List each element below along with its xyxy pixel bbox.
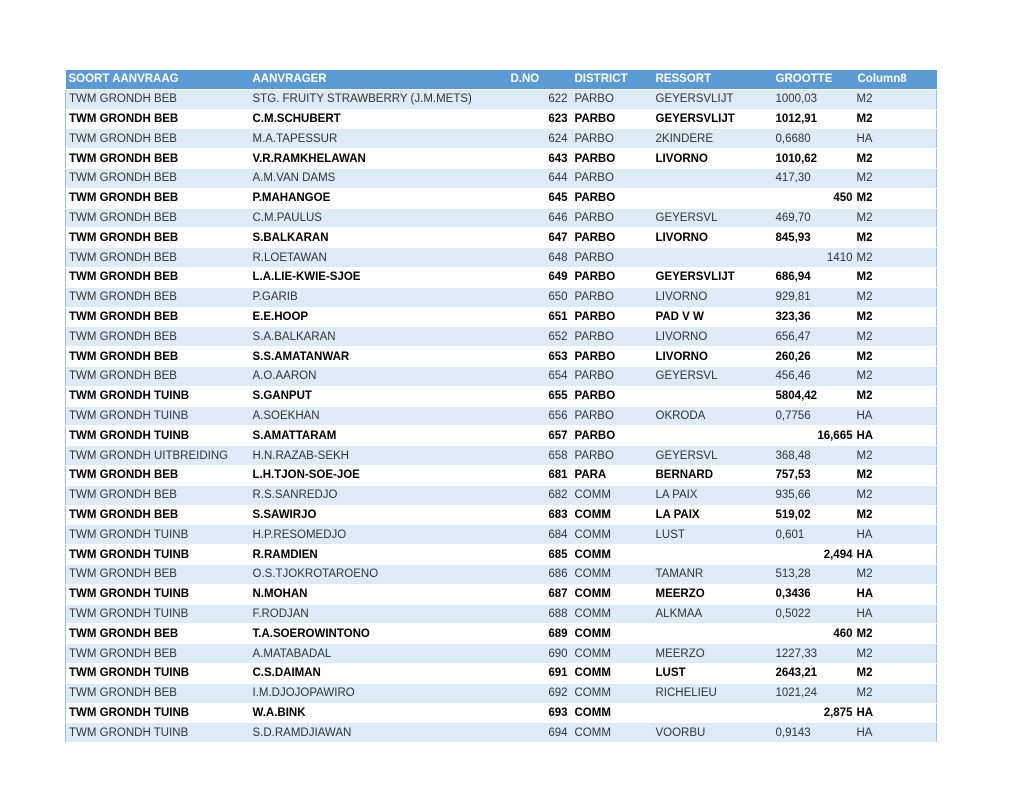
cell-grootte[interactable]: 16,665 [653, 426, 855, 446]
cell-unit[interactable]: M2 [855, 89, 937, 109]
cell-dno[interactable]: 684 [508, 525, 572, 545]
table-row[interactable] [66, 188, 937, 208]
cell-soort-aanvraag[interactable]: TWM GRONDH BEB [66, 644, 250, 664]
cell-unit[interactable]: M2 [855, 188, 937, 208]
cell-soort-aanvraag[interactable]: TWM GRONDH BEB [66, 624, 250, 644]
cell-aanvrager[interactable]: S.D.RAMDJIAWAN [250, 723, 508, 743]
cell-soort-aanvraag[interactable]: TWM GRONDH BEB [66, 149, 250, 169]
cell-unit[interactable]: M2 [855, 386, 937, 406]
cell-district[interactable]: COMM [572, 644, 653, 664]
cell-soort-aanvraag[interactable]: TWM GRONDH TUINB [66, 584, 250, 604]
cell-dno[interactable]: 645 [508, 188, 572, 208]
cell-unit[interactable]: HA [855, 584, 937, 604]
cell-soort-aanvraag[interactable]: TWM GRONDH TUINB [66, 545, 250, 565]
cell-grootte[interactable]: 1021,24 [773, 683, 855, 703]
table-row[interactable] [66, 149, 937, 169]
header-ressort[interactable]: RESSORT [653, 70, 773, 89]
cell-aanvrager[interactable]: P.GARIB [250, 287, 508, 307]
cell-ressort[interactable]: GEYERSVLIJT [653, 109, 773, 129]
cell-district[interactable]: PARBO [572, 228, 653, 248]
cell-soort-aanvraag[interactable]: TWM GRONDH BEB [66, 564, 250, 584]
cell-dno[interactable]: 692 [508, 683, 572, 703]
cell-ressort[interactable]: ALKMAA [653, 604, 773, 624]
table-row[interactable] [66, 307, 937, 327]
cell-ressort[interactable]: BERNARD [653, 465, 773, 485]
cell-aanvrager[interactable]: H.P.RESOMEDJO [250, 525, 508, 545]
cell-aanvrager[interactable]: R.S.SANREDJO [250, 485, 508, 505]
cell-district[interactable]: PARBO [572, 248, 653, 268]
cell-aanvrager[interactable]: S.S.AMATANWAR [250, 347, 508, 367]
cell-grootte[interactable]: 513,28 [773, 564, 855, 584]
cell-dno[interactable]: 622 [508, 89, 572, 109]
cell-district[interactable]: PARBO [572, 386, 653, 406]
cell-aanvrager[interactable]: A.SOEKHAN [250, 406, 508, 426]
cell-dno[interactable]: 649 [508, 267, 572, 287]
cell-dno[interactable]: 686 [508, 564, 572, 584]
cell-soort-aanvraag[interactable]: TWM GRONDH BEB [66, 228, 250, 248]
cell-dno[interactable]: 650 [508, 287, 572, 307]
cell-district[interactable]: COMM [572, 624, 653, 644]
cell-aanvrager[interactable]: STG. FRUITY STRAWBERRY (J.M.METS) [250, 89, 508, 109]
cell-ressort[interactable]: GEYERSVL [653, 208, 773, 228]
header-district[interactable]: DISTRICT [572, 70, 653, 89]
cell-soort-aanvraag[interactable]: TWM GRONDH BEB [66, 505, 250, 525]
table-row[interactable] [66, 366, 937, 386]
cell-dno[interactable]: 648 [508, 248, 572, 268]
cell-unit[interactable]: M2 [855, 347, 937, 367]
table-row[interactable] [66, 248, 937, 268]
cell-dno[interactable]: 685 [508, 545, 572, 565]
table-row[interactable] [66, 89, 937, 109]
table-row[interactable] [66, 386, 937, 406]
cell-dno[interactable]: 683 [508, 505, 572, 525]
cell-aanvrager[interactable]: S.SAWIRJO [250, 505, 508, 525]
cell-unit[interactable]: M2 [855, 248, 937, 268]
cell-unit[interactable]: M2 [855, 149, 937, 169]
table-row[interactable] [66, 327, 937, 347]
cell-aanvrager[interactable]: A.O.AARON [250, 366, 508, 386]
cell-district[interactable]: COMM [572, 604, 653, 624]
cell-district[interactable]: PARBO [572, 129, 653, 149]
cell-unit[interactable]: M2 [855, 564, 937, 584]
cell-dno[interactable]: 689 [508, 624, 572, 644]
cell-district[interactable]: COMM [572, 723, 653, 743]
cell-unit[interactable]: HA [855, 545, 937, 565]
cell-grootte[interactable]: 2643,21 [773, 663, 855, 683]
table-row[interactable] [66, 406, 937, 426]
cell-district[interactable]: PARBO [572, 446, 653, 466]
cell-aanvrager[interactable]: C.S.DAIMAN [250, 663, 508, 683]
cell-unit[interactable]: M2 [855, 109, 937, 129]
table-row[interactable] [66, 624, 937, 644]
cell-soort-aanvraag[interactable]: TWM GRONDH TUINB [66, 703, 250, 723]
table-row[interactable] [66, 485, 937, 505]
cell-district[interactable]: PARBO [572, 426, 653, 446]
cell-grootte[interactable]: 469,70 [773, 208, 855, 228]
cell-soort-aanvraag[interactable]: TWM GRONDH BEB [66, 248, 250, 268]
cell-grootte[interactable]: 929,81 [773, 287, 855, 307]
cell-grootte[interactable]: 1000,03 [773, 89, 855, 109]
cell-soort-aanvraag[interactable]: TWM GRONDH BEB [66, 267, 250, 287]
header-dno[interactable]: D.NO [508, 70, 572, 89]
cell-dno[interactable]: 693 [508, 703, 572, 723]
cell-dno[interactable]: 643 [508, 149, 572, 169]
cell-grootte[interactable]: 519,02 [773, 505, 855, 525]
cell-ressort[interactable]: PAD V W [653, 307, 773, 327]
cell-grootte[interactable]: 757,53 [773, 465, 855, 485]
cell-unit[interactable]: M2 [855, 228, 937, 248]
cell-grootte[interactable]: 686,94 [773, 267, 855, 287]
cell-aanvrager[interactable]: O.S.TJOKROTAROENO [250, 564, 508, 584]
cell-ressort[interactable]: LIVORNO [653, 228, 773, 248]
cell-grootte[interactable]: 1410 [653, 248, 855, 268]
land-application-table [65, 70, 937, 743]
table-row[interactable] [66, 426, 937, 446]
cell-district[interactable]: PARBO [572, 188, 653, 208]
cell-soort-aanvraag[interactable]: TWM GRONDH UITBREIDING [66, 446, 250, 466]
cell-ressort[interactable]: LIVORNO [653, 347, 773, 367]
cell-aanvrager[interactable]: L.A.LIE-KWIE-SJOE [250, 267, 508, 287]
cell-unit[interactable]: M2 [855, 366, 937, 386]
header-soort-aanvraag[interactable]: SOORT AANVRAAG [66, 70, 250, 89]
table-row[interactable] [66, 683, 937, 703]
cell-soort-aanvraag[interactable]: TWM GRONDH TUINB [66, 426, 250, 446]
cell-grootte[interactable]: 0,601 [773, 525, 855, 545]
cell-district[interactable]: PARBO [572, 89, 653, 109]
cell-grootte[interactable]: 456,46 [773, 366, 855, 386]
cell-ressort[interactable]: LA PAIX [653, 485, 773, 505]
cell-unit[interactable]: M2 [855, 485, 937, 505]
cell-dno[interactable]: 682 [508, 485, 572, 505]
cell-soort-aanvraag[interactable]: TWM GRONDH BEB [66, 287, 250, 307]
cell-ressort[interactable]: LIVORNO [653, 287, 773, 307]
cell-dno[interactable]: 657 [508, 426, 572, 446]
cell-dno[interactable]: 690 [508, 644, 572, 664]
cell-aanvrager[interactable]: P.MAHANGOE [250, 188, 508, 208]
cell-ressort[interactable]: GEYERSVLIJT [653, 89, 773, 109]
cell-grootte[interactable]: 0,9143 [773, 723, 855, 743]
cell-district[interactable]: COMM [572, 703, 653, 723]
cell-grootte[interactable]: 1010,62 [773, 149, 855, 169]
cell-aanvrager[interactable]: T.A.SOEROWINTONO [250, 624, 508, 644]
cell-unit[interactable]: M2 [855, 327, 937, 347]
cell-grootte[interactable]: 0,3436 [773, 584, 855, 604]
cell-soort-aanvraag[interactable]: TWM GRONDH BEB [66, 89, 250, 109]
table-row[interactable] [66, 545, 937, 565]
cell-district[interactable]: PARBO [572, 267, 653, 287]
cell-aanvrager[interactable]: L.H.TJON-SOE-JOE [250, 465, 508, 485]
cell-dno[interactable]: 647 [508, 228, 572, 248]
cell-soort-aanvraag[interactable]: TWM GRONDH TUINB [66, 663, 250, 683]
cell-unit[interactable]: M2 [855, 644, 937, 664]
cell-aanvrager[interactable]: S.A.BALKARAN [250, 327, 508, 347]
cell-district[interactable]: COMM [572, 505, 653, 525]
cell-dno[interactable]: 653 [508, 347, 572, 367]
cell-dno[interactable]: 655 [508, 386, 572, 406]
cell-soort-aanvraag[interactable]: TWM GRONDH BEB [66, 366, 250, 386]
cell-district[interactable]: COMM [572, 564, 653, 584]
table-row[interactable] [66, 228, 937, 248]
cell-unit[interactable]: M2 [855, 465, 937, 485]
cell-dno[interactable]: 658 [508, 446, 572, 466]
cell-dno[interactable]: 656 [508, 406, 572, 426]
cell-soort-aanvraag[interactable]: TWM GRONDH TUINB [66, 386, 250, 406]
cell-aanvrager[interactable]: A.MATABADAL [250, 644, 508, 664]
cell-aanvrager[interactable]: R.RAMDIEN [250, 545, 508, 565]
cell-unit[interactable]: M2 [855, 505, 937, 525]
cell-district[interactable]: COMM [572, 525, 653, 545]
cell-district[interactable]: COMM [572, 683, 653, 703]
cell-unit[interactable]: M2 [855, 168, 937, 188]
table-row[interactable] [66, 129, 937, 149]
cell-soort-aanvraag[interactable]: TWM GRONDH TUINB [66, 604, 250, 624]
table-row[interactable] [66, 525, 937, 545]
cell-ressort[interactable]: MEERZO [653, 644, 773, 664]
cell-aanvrager[interactable]: H.N.RAZAB-SEKH [250, 446, 508, 466]
cell-ressort[interactable]: MEERZO [653, 584, 773, 604]
cell-unit[interactable]: HA [855, 426, 937, 446]
table-row[interactable] [66, 168, 937, 188]
cell-dno[interactable]: 694 [508, 723, 572, 743]
cell-aanvrager[interactable]: C.M.PAULUS [250, 208, 508, 228]
cell-ressort[interactable]: TAMANR [653, 564, 773, 584]
cell-soort-aanvraag[interactable]: TWM GRONDH TUINB [66, 525, 250, 545]
table-row[interactable] [66, 663, 937, 683]
cell-soort-aanvraag[interactable]: TWM GRONDH TUINB [66, 406, 250, 426]
cell-unit[interactable]: HA [855, 406, 937, 426]
cell-district[interactable]: PARBO [572, 347, 653, 367]
cell-ressort[interactable]: VOORBU [653, 723, 773, 743]
cell-grootte[interactable]: 656,47 [773, 327, 855, 347]
cell-district[interactable]: PARBO [572, 406, 653, 426]
cell-soort-aanvraag[interactable]: TWM GRONDH BEB [66, 208, 250, 228]
cell-ressort[interactable]: OKRODA [653, 406, 773, 426]
cell-district[interactable]: COMM [572, 545, 653, 565]
cell-ressort[interactable]: LIVORNO [653, 327, 773, 347]
cell-grootte[interactable]: 460 [653, 624, 855, 644]
cell-unit[interactable]: HA [855, 129, 937, 149]
table-body [66, 89, 937, 742]
cell-unit[interactable]: M2 [855, 267, 937, 287]
cell-ressort[interactable]: LA PAIX [653, 505, 773, 525]
table-row[interactable] [66, 208, 937, 228]
cell-aanvrager[interactable]: I.M.DJOJOPAWIRO [250, 683, 508, 703]
cell-soort-aanvraag[interactable]: TWM GRONDH BEB [66, 327, 250, 347]
cell-aanvrager[interactable]: W.A.BINK [250, 703, 508, 723]
cell-soort-aanvraag[interactable]: TWM GRONDH BEB [66, 307, 250, 327]
cell-grootte[interactable]: 2,494 [653, 545, 855, 565]
cell-aanvrager[interactable]: S.BALKARAN [250, 228, 508, 248]
cell-dno[interactable]: 687 [508, 584, 572, 604]
header-row [66, 70, 937, 89]
cell-unit[interactable]: M2 [855, 307, 937, 327]
table-row[interactable] [66, 584, 937, 604]
cell-dno[interactable]: 681 [508, 465, 572, 485]
cell-ressort[interactable]: GEYERSVL [653, 366, 773, 386]
cell-aanvrager[interactable]: N.MOHAN [250, 584, 508, 604]
cell-grootte[interactable]: 935,66 [773, 485, 855, 505]
cell-unit[interactable]: M2 [855, 683, 937, 703]
cell-aanvrager[interactable]: M.A.TAPESSUR [250, 129, 508, 149]
cell-district[interactable]: PARBO [572, 366, 653, 386]
cell-soort-aanvraag[interactable]: TWM GRONDH BEB [66, 168, 250, 188]
cell-aanvrager[interactable]: E.E.HOOP [250, 307, 508, 327]
table-row[interactable] [66, 505, 937, 525]
table-row[interactable] [66, 347, 937, 367]
cell-district[interactable]: PARBO [572, 287, 653, 307]
cell-district[interactable]: PARBO [572, 307, 653, 327]
cell-unit[interactable]: M2 [855, 624, 937, 644]
cell-district[interactable]: COMM [572, 485, 653, 505]
table-row[interactable] [66, 446, 937, 466]
cell-dno[interactable]: 654 [508, 366, 572, 386]
cell-grootte[interactable]: 1012,91 [773, 109, 855, 129]
cell-ressort[interactable] [653, 168, 773, 188]
cell-soort-aanvraag[interactable]: TWM GRONDH BEB [66, 188, 250, 208]
cell-ressort[interactable]: RICHELIEU [653, 683, 773, 703]
cell-dno[interactable]: 651 [508, 307, 572, 327]
cell-grootte[interactable]: 323,36 [773, 307, 855, 327]
header-column8[interactable]: Column8 [855, 70, 937, 89]
table-row[interactable] [66, 267, 937, 287]
cell-grootte[interactable]: 845,93 [773, 228, 855, 248]
cell-district[interactable]: PARBO [572, 149, 653, 169]
cell-aanvrager[interactable]: A.M.VAN DAMS [250, 168, 508, 188]
cell-ressort[interactable]: LUST [653, 525, 773, 545]
table-row[interactable] [66, 564, 937, 584]
cell-grootte[interactable]: 5804,42 [773, 386, 855, 406]
table-row[interactable] [66, 465, 937, 485]
cell-ressort[interactable]: GEYERSVLIJT [653, 267, 773, 287]
cell-grootte[interactable]: 2,875 [653, 703, 855, 723]
cell-soort-aanvraag[interactable]: TWM GRONDH BEB [66, 129, 250, 149]
cell-dno[interactable]: 688 [508, 604, 572, 624]
cell-grootte[interactable]: 450 [653, 188, 855, 208]
cell-dno[interactable]: 623 [508, 109, 572, 129]
cell-grootte[interactable]: 0,6680 [773, 129, 855, 149]
table-row[interactable] [66, 703, 937, 723]
cell-soort-aanvraag[interactable]: TWM GRONDH BEB [66, 485, 250, 505]
cell-aanvrager[interactable]: S.AMATTARAM [250, 426, 508, 446]
table-row[interactable] [66, 723, 937, 743]
cell-grootte[interactable]: 1227,33 [773, 644, 855, 664]
cell-grootte[interactable]: 417,30 [773, 168, 855, 188]
cell-unit[interactable]: HA [855, 525, 937, 545]
cell-ressort[interactable]: LUST [653, 663, 773, 683]
cell-dno[interactable]: 652 [508, 327, 572, 347]
cell-soort-aanvraag[interactable]: TWM GRONDH BEB [66, 683, 250, 703]
table-row[interactable] [66, 604, 937, 624]
header-aanvrager[interactable]: AANVRAGER [250, 70, 508, 89]
cell-ressort[interactable] [653, 386, 773, 406]
cell-unit[interactable]: HA [855, 723, 937, 743]
cell-dno[interactable]: 646 [508, 208, 572, 228]
cell-unit[interactable]: M2 [855, 287, 937, 307]
cell-district[interactable]: PARA [572, 465, 653, 485]
cell-soort-aanvraag[interactable]: TWM GRONDH TUINB [66, 723, 250, 743]
table-row[interactable] [66, 109, 937, 129]
cell-grootte[interactable]: 0,7756 [773, 406, 855, 426]
cell-dno[interactable]: 644 [508, 168, 572, 188]
cell-grootte[interactable]: 260,26 [773, 347, 855, 367]
cell-unit[interactable]: HA [855, 703, 937, 723]
cell-unit[interactable]: HA [855, 604, 937, 624]
cell-district[interactable]: COMM [572, 663, 653, 683]
cell-dno[interactable]: 691 [508, 663, 572, 683]
cell-ressort[interactable]: 2KINDERE [653, 129, 773, 149]
table-row[interactable] [66, 287, 937, 307]
cell-aanvrager[interactable]: C.M.SCHUBERT [250, 109, 508, 129]
cell-aanvrager[interactable]: S.GANPUT [250, 386, 508, 406]
cell-district[interactable]: COMM [572, 584, 653, 604]
cell-ressort[interactable]: GEYERSVL [653, 446, 773, 466]
cell-aanvrager[interactable]: R.LOETAWAN [250, 248, 508, 268]
header-grootte[interactable]: GROOTTE [773, 70, 855, 89]
cell-grootte[interactable]: 368,48 [773, 446, 855, 466]
cell-district[interactable]: PARBO [572, 208, 653, 228]
cell-unit[interactable]: M2 [855, 208, 937, 228]
cell-soort-aanvraag[interactable]: TWM GRONDH BEB [66, 347, 250, 367]
cell-unit[interactable]: M2 [855, 663, 937, 683]
cell-aanvrager[interactable]: V.R.RAMKHELAWAN [250, 149, 508, 169]
cell-dno[interactable]: 624 [508, 129, 572, 149]
cell-district[interactable]: PARBO [572, 327, 653, 347]
cell-ressort[interactable]: LIVORNO [653, 149, 773, 169]
cell-grootte[interactable]: 0,5022 [773, 604, 855, 624]
cell-aanvrager[interactable]: F.RODJAN [250, 604, 508, 624]
cell-soort-aanvraag[interactable]: TWM GRONDH BEB [66, 109, 250, 129]
cell-soort-aanvraag[interactable]: TWM GRONDH BEB [66, 465, 250, 485]
table-row[interactable] [66, 644, 937, 664]
cell-district[interactable]: PARBO [572, 109, 653, 129]
cell-unit[interactable]: M2 [855, 446, 937, 466]
cell-district[interactable]: PARBO [572, 168, 653, 188]
